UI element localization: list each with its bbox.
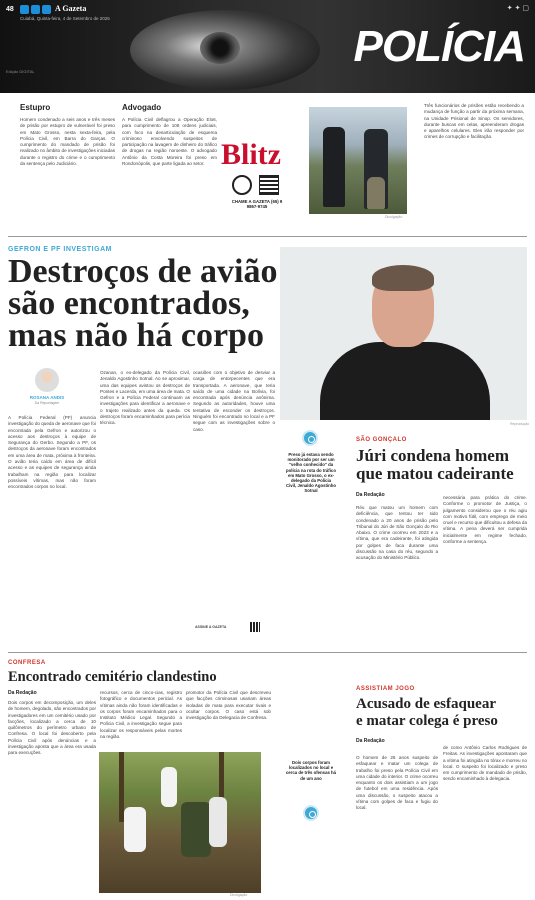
photo-caption: Dois corpos foram localizados no local e cerca de três ofensas há de um ano	[285, 760, 337, 781]
story-photo-man	[280, 247, 527, 420]
banner-side-note: Edição DIGITAL	[6, 69, 35, 74]
cemiterio-kicker: CONFRESA	[8, 660, 46, 666]
section-banner	[0, 0, 535, 93]
cemiterio-col-1: Dois corpos em decomposição, um deles de homem, degolado, são encontrados por investigadores em um cemitério usado por facções, localizado a cerca de 10 quilômetros do perímetro urbano de Confresa. O local foi descoberto pela Polícia Civil após denúncias e a investigação aponta que a área era usada para execuções.	[8, 700, 96, 756]
juri-byline: Da Redação	[356, 492, 385, 498]
esfaquear-kicker: ASSISTIAM JOGO	[356, 686, 415, 692]
edition-date: Cuiabá, Quinta-feira, 4 de Setembro de 2025	[20, 16, 110, 21]
brand-logo-icon	[20, 5, 51, 14]
brief-body-estupro: Homem condenado a seis anos e três meses de prisão por estupro de vulnerável foi preso em Mato Grosso, nesta sexta-feira, pela Polícia Civil, em Barra do Garças. O cumprimento do mandado de prisão foi realizado no âmbito de investigações iniciadas durante o registro do crime e o cumprimento da sentença pelo Judiciário.	[20, 117, 115, 167]
cemiterio-col-3: promotor da Polícia Civil que descreveu que facções criminosas usariam áreas isoladas de mata para executar rivais e ocultar corpos. O caso está sob investigação da Delegacia de Confresa.	[186, 690, 271, 721]
brand-name: A Gazeta	[55, 4, 87, 13]
main-col-3: ocasiões com o objetivo de desviar a carga de entorpecentes que era transportada. A aeronave, que teria saído de uma cidade na Bolívia, foi encontrada após denúncia anônima. Segundo as autoridades, houve uma tentativa de esconder os destroços. Ninguém foi encontrado no local e a PF segue com as investigações sobre o caso.	[193, 370, 275, 432]
subscribe-note: ASSINE A GAZETA	[195, 625, 227, 629]
camera-icon	[303, 805, 319, 821]
juri-headline	[356, 447, 531, 483]
headline-line: Acusado de esfaquear	[356, 696, 497, 712]
brief-title-estupro: Estupro	[20, 103, 51, 112]
headline-line: mas não há corpo	[8, 317, 264, 354]
main-kicker: GEFRON E PF INVESTIGAM	[8, 246, 112, 253]
main-headline	[8, 253, 278, 354]
juri-kicker: SÃO GONÇALO	[356, 437, 407, 443]
blitz-contact: CHAME A GAZETA (65) 9 9867-9745	[231, 199, 283, 209]
headline-line: são encontrados,	[8, 285, 250, 322]
esfaquear-byline: Da Redação	[356, 738, 385, 744]
headline-line: Destroços de avião	[8, 253, 278, 290]
brief-body-advogado: A Polícia Civil deflagrou a Operação Elo6, para cumprimento de 108 ordens judiciais, com foco na desarticulação de esquema criminoso envolvendo suspeitos de participação na lavagem de dinheiro do tráfico de drogas na região noroeste. O advogado Antônio da Costa Moreira foi preso em Rondonópolis, que parte ligada ao setor.	[122, 117, 217, 167]
cemiterio-headline: Encontrado cemitério clandestino	[8, 669, 217, 685]
esfaquear-col-1: O homem de 26 anos suspeito de esfaquear e matar um colega de trabalho foi preso pela Polícia Civil em uma cidade do interior. O crime ocorreu enquanto os dois assistiam a um jogo de futebol em uma residência. Após uma discussão, o suspeito atacou a vítima com golpes de faca e fugiu do local.	[356, 755, 438, 811]
main-col-1: A Polícia Federal (PF) anuncia investigação do queda de aeronave que foi encontrada pela Gefron e autorizou o acesso aos destroços à equipe de Segurança do Gerbo. Segundo a PF, os destroços da aeronave foram encontrados em uma área de mata, próxima à fronteira. O avião teria caído em área de difícil acesso e as equipes de segurança ainda trabalham na região para localizar possíveis vítimas, mas não foram encontrados corpos no local.	[8, 415, 96, 490]
page-number: 48	[6, 6, 14, 13]
divider	[8, 236, 527, 237]
brief-body-right: Três funcionários de prisões estão recebendo a mudança de função a partir da próxima semana, na Unidade Prisional de Sinop. Os servidores, durante buscas em celas, apreenderam drogas e aparelhos celulares. Eles irão responder por crimes de corrupção e facilitação.	[424, 103, 524, 140]
section-title: POLÍCIA	[353, 22, 525, 71]
cemiterio-col-2: recursos, cerca de cinco-cias, registro fotográfico e documentos pericial. As vítimas ainda não foram identificadas e os corpos foram encaminhados para o Instituto Médico Legal. Segundo a Polícia Civil, a investigação segue para localizar os responsáveis pelas mortes na região.	[100, 690, 182, 740]
cemetery-photo	[99, 752, 261, 893]
qr-code-icon	[250, 622, 260, 632]
camera-icon	[302, 430, 318, 446]
juri-col-1: Réu que matou um homem com deficiência, que tentou ter sido condenado a 20 anos de prisão pelo Tribunal do Júri de São Gonçalo do Rio Abaixo. O crime ocorreu em 2023 e a vítima, que era cadeirante, foi atingida por golpes de faca durante uma discussão na casa do réu, segundo a acusação do Ministério Público.	[356, 505, 438, 561]
author-name: ROSANA ANDIS	[29, 395, 65, 400]
esfaquear-col-2: de como Antônio Carlos Rodrigues de Freitas. As investigações apontaram que a vítima foi atingida no tórax e morreu no local. O suspeito foi localizado e preso em cumprimento de mandado de prisão, sendo encaminhado à delegacia.	[443, 745, 527, 782]
whatsapp-icon	[232, 175, 252, 195]
author-role: Da Reportagem	[34, 401, 60, 405]
headline-line: e matar colega é preso	[356, 713, 498, 729]
esfaquear-headline	[356, 696, 531, 730]
police-photo	[309, 107, 407, 214]
photo-credit: Reprodução	[510, 422, 530, 426]
eye-image	[130, 10, 320, 90]
divider	[8, 652, 527, 653]
photo-caption: Preso já estava sendo monitorado por ser um "velho conhecido" da polícia na rota do tráfico em Mato Grosso, o ex-delegado da Polícia Civil, Jenaldo Agostinho Sotnal	[286, 452, 336, 494]
author-avatar	[35, 368, 59, 392]
banner-icons: ✦ ✦ ▢	[506, 5, 529, 12]
photo-credit: Divulgação	[385, 215, 403, 219]
cemiterio-byline: Da Redação	[8, 690, 37, 696]
headline-line: Júri condena homem	[356, 446, 509, 465]
main-col-2: Ozanan, o ex-delegado da Polícia Civil, Jenaldo Agostinho Sotnal. Ao se aproximar, uma das equipes avistou os destroços de Pontes e Lacerda, em uma área de mata. O Gefron e a Polícia Federal continuam as investigações para identificar a aeronave e o trajeto realizado antes da queda. Os destroços foram encaminhados para perícia técnica.	[100, 370, 190, 426]
brief-title-advogado: Advogado	[122, 103, 162, 112]
juri-col-2: necessária para prática do crime. Conforme o promotor de Justiça, o julgamento considerou que o réu agiu com motivo fútil, com emprego de meio cruel e recurso que dificultou a defesa da vítima. A pena deverá ser cumprida inicialmente em regime fechado, conforme a sentença.	[443, 495, 527, 545]
blitz-logo: Blitz	[221, 138, 281, 171]
qr-code-icon	[259, 175, 279, 195]
photo-credit: Divulgação	[230, 893, 248, 897]
headline-line: que matou cadeirante	[356, 464, 514, 483]
